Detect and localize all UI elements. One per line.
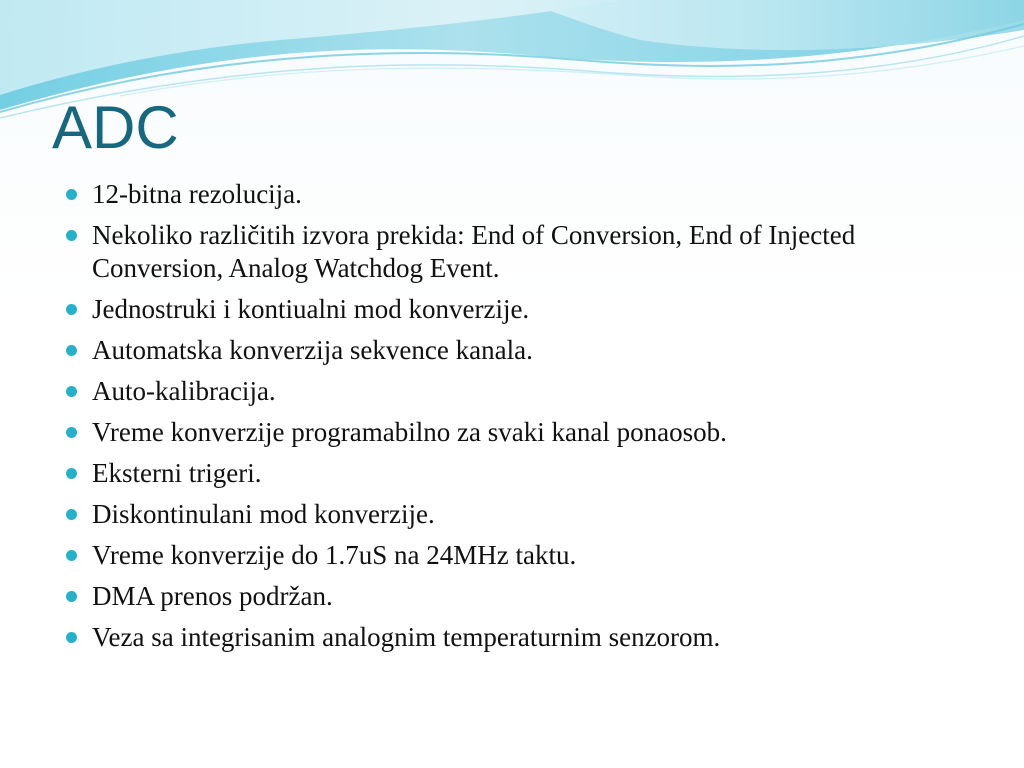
list-item-text: Vreme konverzije programabilno za svaki kanal ponaosob. bbox=[92, 417, 727, 447]
list-item bbox=[92, 498, 972, 531]
list-item-text: 12-bitna rezolucija. bbox=[92, 179, 302, 209]
list-item-text: Auto-kalibracija. bbox=[92, 376, 276, 406]
bullet-icon bbox=[66, 591, 77, 602]
bullet-list bbox=[92, 178, 972, 662]
bullet-icon bbox=[66, 427, 77, 438]
list-item-text: Veza sa integrisanim analognim temperaturnim senzorom. bbox=[92, 622, 721, 652]
bullet-icon bbox=[66, 304, 77, 315]
list-item bbox=[92, 457, 972, 490]
list-item bbox=[92, 621, 972, 654]
list-item-text: Diskontinulani mod konverzije. bbox=[92, 499, 435, 529]
list-item bbox=[92, 334, 972, 367]
list-item bbox=[92, 293, 972, 326]
bullet-icon bbox=[66, 386, 77, 397]
slide-title: ADC bbox=[52, 94, 179, 161]
list-item-text: Nekoliko različitih izvora prekida: End of Conversion, End of Injected Conversion, Analog Watchdog Event. bbox=[92, 220, 856, 283]
list-item-text: Jednostruki i kontiualni mod konverzije. bbox=[92, 294, 530, 324]
list-item-text: DMA prenos podržan. bbox=[92, 581, 333, 611]
bullet-icon bbox=[66, 632, 77, 643]
list-item bbox=[92, 178, 972, 211]
list-item bbox=[92, 539, 972, 572]
bullet-icon bbox=[66, 230, 77, 241]
list-item-text: Automatska konverzija sekvence kanala. bbox=[92, 335, 533, 365]
bullet-icon bbox=[66, 468, 77, 479]
list-item bbox=[92, 375, 972, 408]
bullet-icon bbox=[66, 550, 77, 561]
bullet-icon bbox=[66, 189, 77, 200]
list-item-text: Eksterni trigeri. bbox=[92, 458, 262, 488]
list-item-text: Vreme konverzije do 1.7uS na 24MHz taktu. bbox=[92, 540, 577, 570]
list-item bbox=[92, 416, 972, 449]
bullet-icon bbox=[66, 345, 77, 356]
list-item bbox=[92, 580, 972, 613]
list-item bbox=[92, 219, 972, 285]
bullet-icon bbox=[66, 509, 77, 520]
